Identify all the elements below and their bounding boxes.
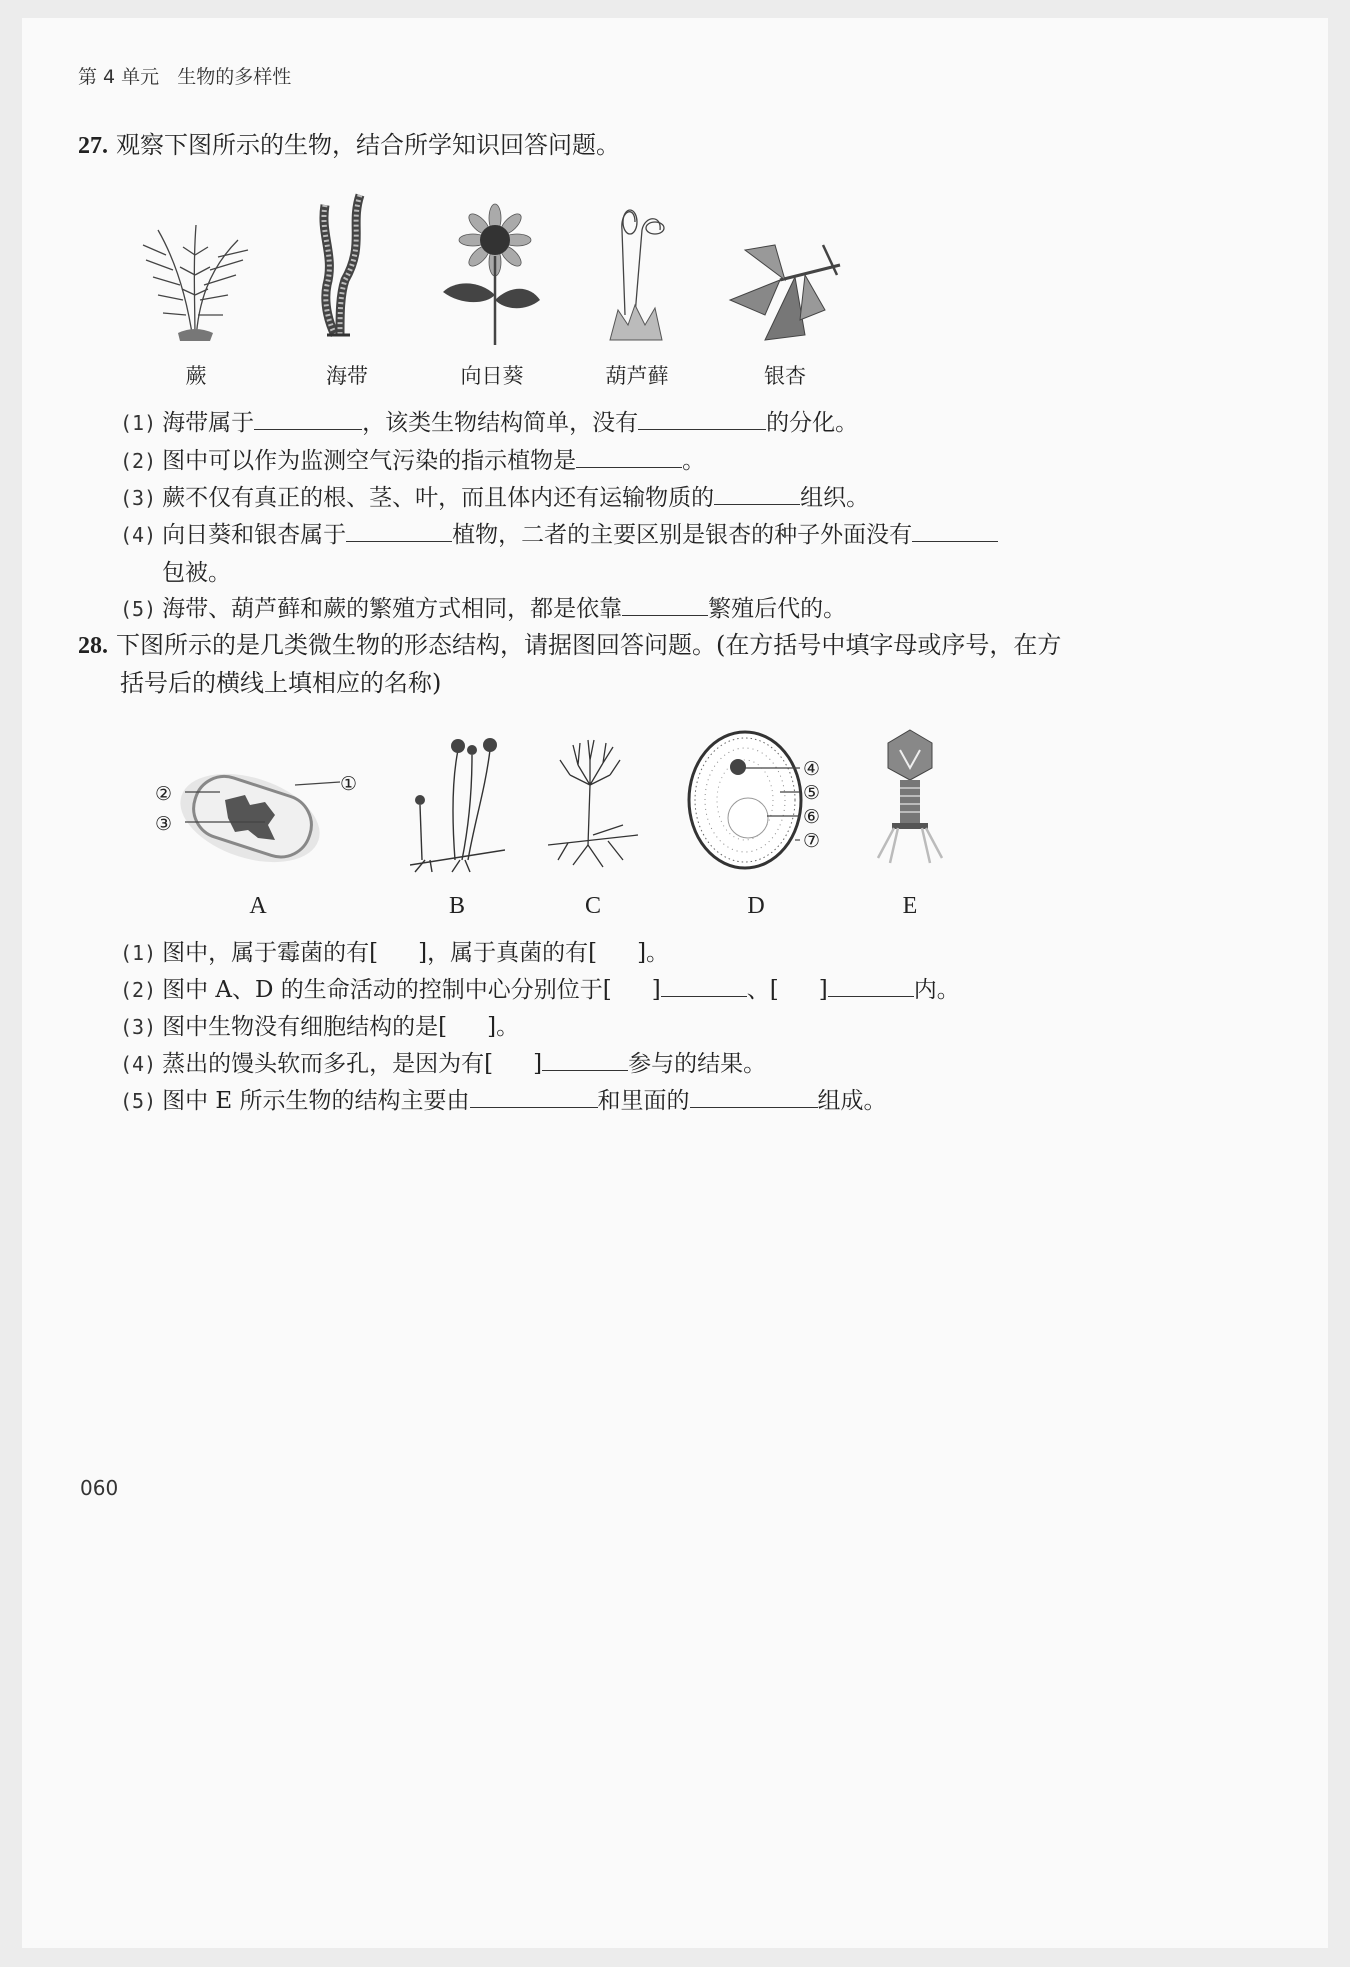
sunflower-icon [440,200,545,345]
q27-item-4-cont: 包被。 [162,560,231,586]
page-number: 060 [80,1476,119,1500]
answer-blank[interactable] [542,1044,628,1071]
mold-icon [410,730,505,875]
label-1: ① [340,773,358,795]
answer-blank[interactable] [470,1081,598,1108]
answer-blank[interactable] [622,589,708,616]
answer-blank[interactable] [828,970,914,997]
question-number: 27. [78,133,108,159]
topic-label: 生物的多样性 [177,66,292,88]
answer-blank[interactable] [661,970,747,997]
figure-letter-C: C [584,893,601,919]
figure-label-ginkgo: 银杏 [764,364,806,388]
q27-item-1: (1) 海带属于 ，该类生物结构简单，没有 的分化。 [120,400,858,446]
figure-letter-A: A [249,893,267,919]
unit-label: 第 4 单元 [78,66,160,88]
answer-blank[interactable] [254,403,362,430]
q28-item-1: (1) 图中，属于霉菌的有[ ]，属于真菌的有[ ]。 [120,940,670,966]
figure-label-moss: 葫芦藓 [605,364,669,388]
question-28-title-line2: 括号后的横线上填相应的名称) [120,669,442,697]
fern-icon [138,215,253,345]
moss-icon [600,200,675,345]
page-header [78,62,291,89]
q28-item-3: (3) 图中生物没有细胞结构的是[ ]。 [120,1014,520,1040]
label-5: ⑤ [803,782,821,804]
label-2: ② [155,783,173,805]
ginkgo-icon [725,235,845,345]
answer-blank[interactable] [576,441,682,468]
q28-item-2: (2) 图中 A、D 的生命活动的控制中心分别位于[ ] 、[ ] 内。 [120,967,960,1013]
figure-label-fern: 蕨 [185,364,207,388]
kelp-icon [305,185,385,343]
yeast-icon [685,730,835,875]
bacterium-icon [150,760,375,875]
q28-item-4: (4) 蒸出的馒头软而多孔，是因为有[ ] 参与的结果。 [120,1041,766,1087]
label-4: ④ [803,758,821,780]
q27-item-3: (3) 蕨不仅有真正的根、茎、叶，而且体内还有运输物质的 组织。 [120,475,869,521]
label-7: ⑦ [803,830,821,852]
figure-label-kelp: 海带 [326,364,368,388]
q27-item-2: (2) 图中可以作为监测空气污染的指示植物是 。 [120,438,705,484]
answer-blank[interactable] [714,478,800,505]
figure-letter-B: B [448,893,465,919]
virus-icon [870,728,950,868]
label-3: ③ [155,813,173,835]
question-text: 观察下图所示的生物，结合所学知识回答问题。 [116,131,620,159]
answer-blank[interactable] [346,515,452,542]
penicillium-icon [548,735,638,875]
question-text: 下图所示的是几类微生物的形态结构，请据图回答问题。(在方括号中填字母或序号，在方 [116,631,1062,659]
question-number: 28. [78,633,108,659]
figure-letter-E: E [902,893,918,919]
q28-item-5: (5) 图中 E 所示生物的结构主要由 和里面的 组成。 [120,1078,887,1124]
figure-letter-D: D [747,893,765,919]
answer-blank[interactable] [690,1081,818,1108]
answer-blank[interactable] [912,515,998,542]
q27-item-5: (5) 海带、葫芦藓和蕨的繁殖方式相同，都是依靠 繁殖后代的。 [120,586,846,632]
label-6: ⑥ [803,806,821,828]
q27-item-4: (4) 向日葵和银杏属于 植物，二者的主要区别是银杏的种子外面没有 [120,512,998,558]
answer-blank[interactable] [638,403,766,430]
figure-label-sunflower: 向日葵 [460,364,524,388]
question-27-title [78,122,1228,169]
